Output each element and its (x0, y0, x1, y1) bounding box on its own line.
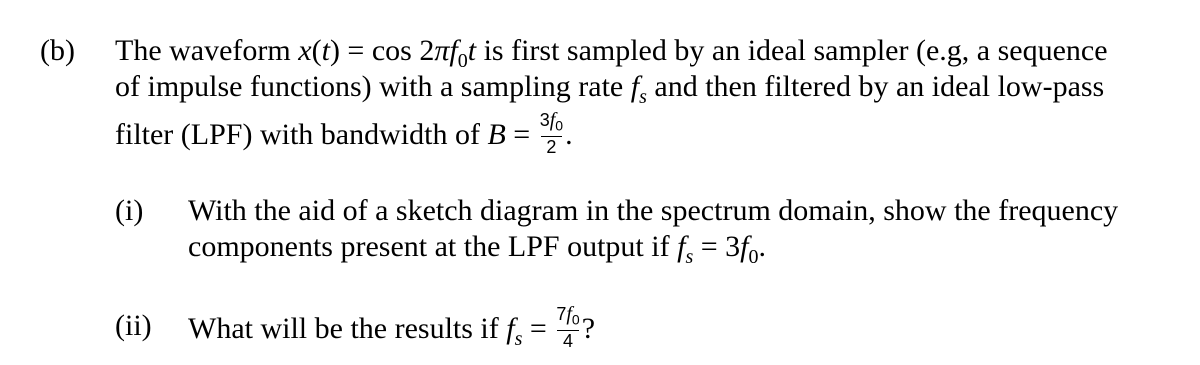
text-segment: ) = cos 2 (329, 34, 435, 67)
text-segment: is first sampled by an ideal sampler (e.g, a sequence (476, 34, 1108, 67)
math-subscript: s (514, 328, 523, 351)
math-var-f: f (566, 303, 572, 325)
text-segment: What will be the results if (188, 312, 507, 346)
math-var-f: f (506, 312, 515, 346)
math-var-f: f (740, 230, 749, 263)
text-segment: = (522, 312, 555, 346)
math-subscript: s (639, 86, 647, 108)
math-var-x: x (298, 34, 312, 67)
fraction-denominator: 4 (563, 330, 574, 351)
text-segment: ? (581, 312, 596, 346)
fraction-bandwidth (540, 110, 563, 157)
fraction-denominator: 2 (546, 136, 557, 157)
question-b-line-2 (115, 69, 1104, 108)
question-b-line-1 (115, 33, 1108, 72)
math-var-f: f (549, 109, 556, 131)
question-i-line-2 (188, 229, 766, 268)
question-i-line-1 (188, 193, 1118, 229)
question-label-i: (i) (115, 194, 144, 227)
math-subscript: 0 (555, 117, 564, 134)
text-segment: The waveform (115, 34, 299, 67)
math-var-f: f (630, 70, 640, 103)
text-segment: = (505, 118, 538, 152)
math-subscript: 0 (748, 246, 759, 268)
math-subscript: 0 (457, 50, 468, 72)
text-segment: and then filtered by an ideal low-pass (646, 70, 1105, 103)
text-segment: of impulse functions) with a sampling rate (115, 70, 631, 103)
math-subscript: s (685, 246, 694, 268)
numerator-coef: 7 (556, 304, 567, 324)
question-label-ii: (ii) (115, 309, 152, 342)
text-segment: components present at the LPF output if (188, 230, 678, 263)
fraction-numerator (556, 304, 579, 330)
question-b-line-3 (115, 109, 573, 161)
question-ii-line-1 (188, 303, 596, 355)
math-var-f: f (677, 230, 686, 263)
question-label-b: (b) (40, 34, 75, 67)
math-var-B: B (487, 118, 506, 152)
text-segment: . (758, 230, 767, 263)
fraction-numerator (540, 110, 563, 136)
math-var-f: f (449, 34, 458, 67)
numerator-coef: 3 (539, 110, 550, 130)
math-pi: π (434, 34, 450, 67)
text-segment: With the aid of a sketch diagram in the spectrum domain, show the frequency (188, 194, 1119, 227)
math-var-t: t (321, 34, 330, 67)
math-subscript: 0 (571, 311, 580, 328)
fraction-sampling-rate (556, 304, 579, 351)
math-var-t: t (467, 34, 477, 67)
text-segment: = 3 (693, 230, 741, 263)
text-segment: filter (LPF) with bandwidth of (115, 118, 488, 152)
text-segment: . (565, 118, 573, 152)
text-segment: ( (311, 34, 322, 67)
